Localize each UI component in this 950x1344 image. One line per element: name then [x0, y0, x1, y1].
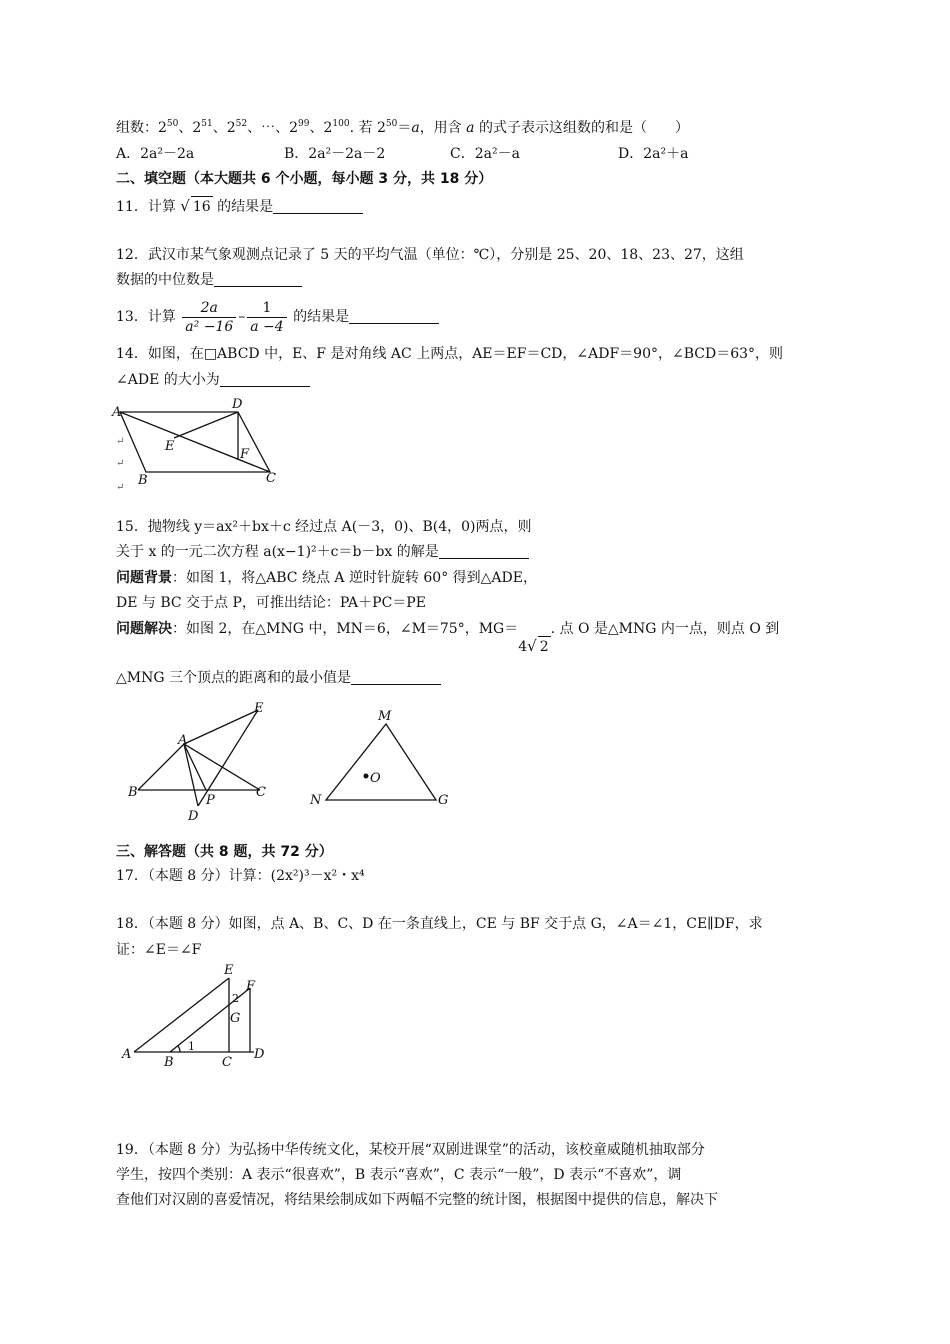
label-g: G [230, 1011, 241, 1026]
label-b: B [128, 785, 138, 800]
q18-line2: 证：∠E＝∠F [116, 942, 202, 958]
label-c: C [256, 785, 266, 800]
label-c: C [266, 471, 276, 486]
q14-figure [110, 394, 290, 494]
q16-figure-1 [120, 698, 280, 824]
label-p: P [206, 793, 215, 808]
q11: 11．计算 √ 16 的结果是 [116, 196, 363, 217]
q14-answer-blank[interactable] [220, 372, 310, 387]
q16-line1: 问题背景：如图 1，将△ABC 绕点 A 逆时针旋转 60° 得到△ADE， [116, 570, 537, 586]
segment-ae [134, 978, 229, 1052]
q15-answer-blank[interactable] [439, 544, 529, 559]
return-mark: ↵ [116, 482, 125, 493]
label-f: F [246, 979, 256, 994]
label-c: C [222, 1055, 232, 1070]
q15-line1: 15．抛物线 y＝ax²＋bx＋c 经过点 A(－3，0)、B(4，0)两点，则 [116, 519, 532, 535]
triangle-abc-sides [138, 744, 260, 790]
q16-line3: 问题解决：如图 2，在△MNG 中，MN＝6，∠M＝75°，MG＝4√ 2. 点 O 是△MNG 内一点，则点 O 到 [116, 621, 780, 655]
q16-line4: △MNG 三个顶点的距离和的最小值是 [116, 668, 441, 688]
q19-line2: 学生，按四个类别：A 表示“很喜欢”，B 表示“喜欢”，C 表示“一般”，D 表示“不喜欢”，调 [116, 1167, 682, 1183]
label-a: A [112, 405, 122, 420]
q18-line1: 18．（本题 8 分）如图，点 A、B、C、D 在一条直线上，CE 与 BF 交于点 G，∠A＝∠1，CE∥DF，求 [116, 916, 763, 932]
triangle-mng [326, 724, 436, 800]
q19-line1: 19．（本题 8 分）为弘扬中华传统文化，某校开展“双剧进课堂”的活动，该校童威随机抽取部分 [116, 1142, 705, 1158]
label-d: D [232, 397, 243, 412]
q19-line3: 查他们对汉剧的喜爱情况，将结果绘制成如下两幅不完整的统计图，根据图中提供的信息，解决下 [116, 1192, 718, 1208]
q12-line1: 12．武汉市某气象观测点记录了 5 天的平均气温（单位：℃），分别是 25、20、18、23、27，这组 [116, 247, 744, 263]
angle-1-arc [178, 1046, 180, 1052]
q16-line2: DE 与 BC 交于点 P，可推出结论：PA＋PC＝PE [116, 595, 426, 611]
q18-figure [118, 962, 278, 1072]
q14-line2: ∠ADE 的大小为 [116, 370, 310, 390]
q13-answer-blank[interactable] [349, 309, 439, 324]
label-e: E [224, 963, 234, 978]
q10-option-b[interactable]: B．2a²－2a－2 [284, 146, 386, 162]
q11-radicand: 16 [191, 196, 213, 217]
q10-stem: 组数：$2^{50}$、$2^{51}$、$2^{52}$、⋯、$2^{99}$、$2^{100}$. 若 $2^{50}=a$，用含 a 的式子表示这组数的和是（ ） [116, 119, 689, 136]
label-angle-2: 2 [232, 992, 239, 1005]
point-o [364, 774, 369, 779]
label-b: B [138, 473, 148, 488]
q10-option-d[interactable]: D．2a²＋a [618, 146, 689, 162]
section-2-heading: 二、填空题（本大题共 6 个小题，每小题 3 分，共 18 分） [116, 171, 493, 187]
segment-de [174, 412, 238, 438]
label-a: A [178, 733, 188, 748]
q10-option-c[interactable]: C．2a²－a [450, 146, 520, 162]
q16-answer-blank[interactable] [351, 670, 441, 685]
q17: 17．（本题 8 分）计算：(2x²)³－x²・x⁴ [116, 868, 365, 884]
q11-answer-blank[interactable] [273, 199, 363, 214]
label-e: E [254, 701, 264, 716]
label-g: G [438, 793, 449, 808]
section-3-heading: 三、解答题（共 8 题，共 72 分） [116, 844, 333, 860]
segment-ad [184, 744, 198, 806]
q12-answer-blank[interactable] [214, 272, 302, 287]
label-b: B [164, 1055, 174, 1070]
label-m: M [378, 709, 392, 724]
label-e: E [165, 439, 175, 454]
q12-line2: 数据的中位数是 [116, 270, 302, 290]
q13-fraction-1: $\frac{2a}{\text{a² −16}}$ [182, 299, 236, 336]
label-a: A [122, 1047, 132, 1062]
label-d: D [188, 809, 199, 824]
q10-option-a[interactable]: A．2a²－2a [116, 146, 195, 162]
q13: 13．计算 $\frac{2a}{\text{a² −16}}$ – $\frac{1}{a -4}$ 的结果是 [116, 298, 439, 336]
q16-figure-2 [300, 704, 460, 814]
label-f: F [240, 447, 250, 462]
return-mark: ↵ [116, 458, 125, 469]
return-mark: ↵ [116, 436, 125, 447]
label-angle-1: 1 [188, 1040, 195, 1053]
label-d: D [254, 1047, 265, 1062]
label-n: N [310, 793, 322, 808]
q13-fraction-2: $\frac{1}{a -4}$ [247, 299, 286, 336]
q14-line1: 14．如图，在□ABCD 中，E、F 是对角线 AC 上两点，AE＝EF＝CD，∠ADF＝90°，∠BCD＝63°，则 [116, 346, 784, 362]
label-o: O [370, 771, 381, 786]
q15-line2: 关于 x 的一元二次方程 a(x−1)²＋c＝b－bx 的解是 [116, 542, 529, 562]
